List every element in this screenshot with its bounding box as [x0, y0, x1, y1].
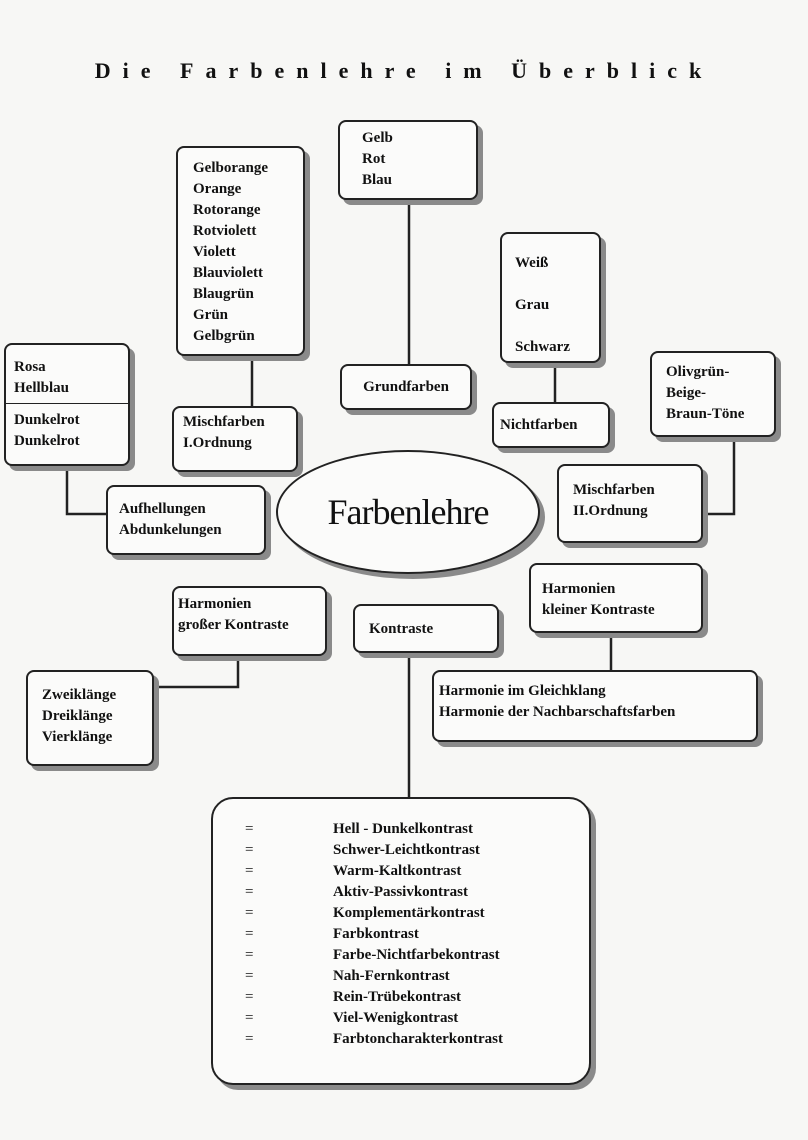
grundfarben-box: [340, 364, 472, 410]
grundfarben-color-item: Blau: [362, 172, 393, 188]
harmonien-klein-item: Harmonie der Nachbarschaftsfarben: [439, 704, 676, 720]
aufhellungen-color-item: Rosa: [14, 359, 46, 375]
harmonien-klein-label: kleiner Kontraste: [542, 602, 655, 618]
mischfarben-1-box: [172, 406, 298, 472]
harmonien-gross-item: Vierklänge: [42, 729, 113, 745]
aufhellungen-label: Aufhellungen: [119, 501, 206, 517]
nichtfarben-label: Nichtfarben: [500, 417, 578, 433]
aufhellungen-colors-box: [4, 343, 130, 466]
nichtfarben-box: [492, 402, 610, 448]
mischfarben-2-color-item: Braun-Töne: [666, 406, 745, 422]
mischfarben-1-color-item: Orange: [193, 181, 242, 197]
kontrast-item: = Farbkontrast: [245, 926, 419, 942]
harmonien-gross-label: Harmonien: [178, 596, 252, 612]
nichtfarben-color-item: Schwarz: [515, 339, 570, 355]
kontrast-item: = Komplementärkontrast: [245, 905, 485, 921]
abdunkelungen-color-item: Dunkelrot: [14, 412, 80, 428]
center-label: Farbenlehre: [327, 492, 489, 532]
harmonien-gross-items-box: [26, 670, 154, 766]
aufhellungen-color-item: Hellblau: [14, 380, 70, 396]
kontrast-item: = Nah-Fernkontrast: [245, 968, 450, 984]
aufhellungen-box: [106, 485, 266, 555]
harmonien-gross-label: großer Kontraste: [178, 617, 289, 633]
kontrast-item: = Farbe-Nichtfarbekontrast: [245, 947, 500, 963]
harmonien-gross-item: Dreiklänge: [42, 708, 113, 724]
grundfarben-label: Grundfarben: [363, 379, 449, 395]
mischfarben-1-color-item: Gelborange: [193, 160, 268, 176]
mischfarben-2-color-item: Beige-: [666, 385, 706, 401]
kontrast-item: = Schwer-Leichtkontrast: [245, 842, 480, 858]
harmonien-klein-label: Harmonien: [542, 581, 616, 597]
kontraste-label: Kontraste: [369, 621, 434, 637]
mischfarben-1-color-item: Blauviolett: [193, 265, 263, 281]
mischfarben-1-label: Mischfarben: [183, 414, 265, 430]
mischfarben-1-colors-box: [176, 146, 305, 356]
mischfarben-2-label: II.Ordnung: [573, 503, 648, 519]
nichtfarben-colors-box: [500, 232, 601, 363]
kontrast-item: = Warm-Kaltkontrast: [245, 863, 462, 879]
kontrast-item: = Farbtoncharakterkontrast: [245, 1031, 503, 1047]
harmonien-gross-box: [172, 586, 327, 656]
mischfarben-1-label: I.Ordnung: [183, 435, 252, 451]
mischfarben-2-label: Mischfarben: [573, 482, 655, 498]
harmonien-klein-item: Harmonie im Gleichklang: [439, 683, 606, 699]
harmonien-klein-items-box: [432, 670, 758, 742]
page-title: Die Farbenlehre im Überblick: [94, 58, 714, 83]
kontrast-item: = Aktiv-Passivkontrast: [245, 884, 469, 900]
nichtfarben-color-item: Grau: [515, 297, 550, 313]
aufhellungen-top-section: [6, 345, 128, 404]
harmonien-gross-item: Zweiklänge: [42, 687, 117, 703]
harmonien-klein-box: [529, 563, 703, 633]
grundfarben-colors-box: [338, 120, 478, 200]
abdunkelungen-color-item: Dunkelrot: [14, 433, 80, 449]
mischfarben-2-box: [557, 464, 703, 543]
mischfarben-1-color-item: Rotorange: [193, 202, 261, 218]
kontrast-item: = Rein-Trübekontrast: [245, 989, 462, 1005]
mischfarben-1-color-item: Blaugrün: [193, 286, 254, 302]
mischfarben-1-color-item: Rotviolett: [193, 223, 257, 239]
kontraste-box: [353, 604, 499, 653]
kontrast-item: = Viel-Wenigkontrast: [245, 1010, 459, 1026]
kontrast-item: = Hell - Dunkelkontrast: [245, 821, 474, 837]
nichtfarben-color-item: Weiß: [515, 255, 549, 271]
grundfarben-color-item: Rot: [362, 151, 386, 167]
mischfarben-1-color-item: Gelbgrün: [193, 328, 255, 344]
mischfarben-1-color-item: Violett: [193, 244, 236, 260]
abdunkelungen-bottom-section: [6, 404, 128, 458]
grundfarben-color-item: Gelb: [362, 130, 393, 146]
kontraste-list-box: [211, 797, 591, 1085]
mischfarben-2-colors-box: [650, 351, 776, 437]
farbenlehre-center-ellipse: [276, 450, 540, 574]
mischfarben-2-color-item: Olivgrün-: [666, 364, 730, 380]
aufhellungen-label: Abdunkelungen: [119, 522, 222, 538]
mischfarben-1-color-item: Grün: [193, 307, 229, 323]
